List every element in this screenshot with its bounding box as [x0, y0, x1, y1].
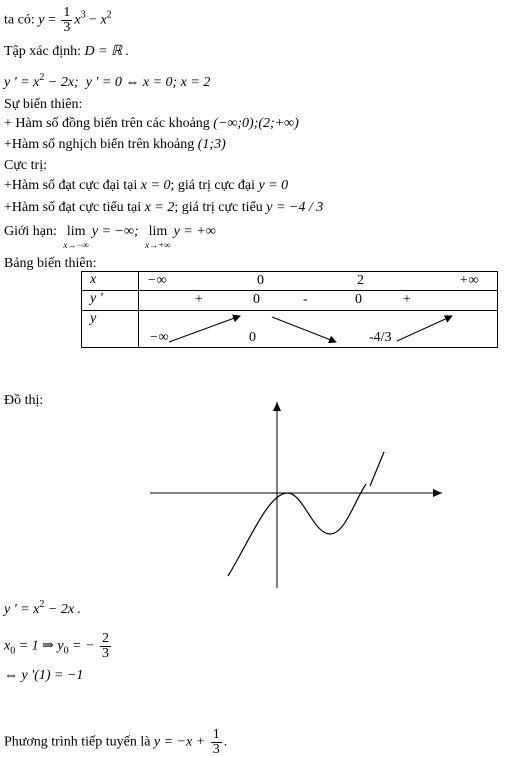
arrow-down	[272, 317, 336, 342]
intro-fraction: $\frac{1}{3}$	[63, 5, 71, 35]
y-value-neg-inf: −∞	[149, 330, 169, 345]
table-row-x	[82, 272, 498, 291]
table-row-y	[82, 311, 498, 348]
increasing-line: + Hàm số đồng biến trên các khoảng (−∞;0);(2;+∞)	[4, 116, 299, 131]
y-value-min: -4/3	[369, 330, 392, 345]
variation-title: Sự biến thiên:	[4, 97, 83, 112]
x-value-neg-inf: −∞	[147, 273, 167, 288]
dy-zero-2: 0	[355, 292, 362, 307]
decreasing-line: +Hàm số nghịch biến trên khoảng (1;3)	[4, 137, 226, 152]
y-value-0: 0	[249, 330, 256, 345]
dy-sign-2: -	[303, 292, 308, 307]
dy-sign-3: +	[403, 292, 411, 307]
curve-tail	[370, 452, 384, 486]
tangent-point: $x_0 = 1$ ⇒ $y_0$ = − $\frac{2}{3}$	[4, 631, 110, 661]
arrow-up-2	[397, 316, 452, 341]
dy-zero-1: 0	[253, 292, 260, 307]
function-definition: ta có: y = $\frac{1}{3}$ $x^3 - x^2$	[4, 5, 112, 35]
x-value-pos-inf: +∞	[459, 273, 479, 288]
maximum-line: +Hàm số đạt cực đại tại x = 0; giá trị cực đại y = 0	[4, 178, 289, 193]
x-value-0: 0	[257, 273, 264, 288]
arrow-up-1	[169, 316, 240, 342]
x-value-2: 2	[357, 273, 364, 288]
intro-eq: =	[47, 12, 56, 28]
limit-plus-infinity: lim x→+∞	[145, 224, 171, 250]
tangent-slope: ⇔ y '(1) = −1	[4, 668, 84, 683]
intro-lead: ta có:	[4, 12, 35, 28]
domain-line: Tập xác định: D = ℝ .	[4, 44, 130, 59]
table-title: Bảng biến thiên:	[4, 256, 97, 271]
minimum-line: +Hàm số đạt cực tiểu tại x = 2; giá trị cực tiểu y = −4 / 3	[4, 200, 324, 215]
variation-arrows	[139, 311, 499, 349]
result-fraction: $\frac{1}{3}$	[212, 727, 220, 757]
row-label-x: x	[82, 272, 139, 291]
limits-line: Giới hạn: lim x→−∞ y = −∞; lim x→+∞ y = +∞	[4, 224, 216, 250]
graph-label: Đồ thị:	[4, 393, 44, 408]
extrema-title: Cực trị:	[4, 158, 47, 173]
limit-minus-infinity: lim x→−∞	[63, 224, 89, 250]
intro-y: y	[38, 12, 45, 28]
table-row-dy	[82, 291, 498, 311]
row-label-y: y	[82, 311, 139, 348]
dy-sign-1: +	[195, 292, 203, 307]
cubic-curve	[228, 484, 366, 576]
variation-table	[81, 271, 498, 348]
tangent-derivative: y ' = $x^2 - 2x$ .	[4, 599, 82, 617]
row-label-dy: y '	[82, 291, 139, 311]
tangent-result: Phương trình tiếp tuyến là y = −x + $\frac{1}{3}$ .	[4, 727, 228, 757]
tangent-fraction: $\frac{2}{3}$	[102, 631, 110, 661]
derivative-line: y ' = $x^2 - 2x$; y ' = 0 ⇔ x = 0; x = 2	[4, 72, 211, 90]
